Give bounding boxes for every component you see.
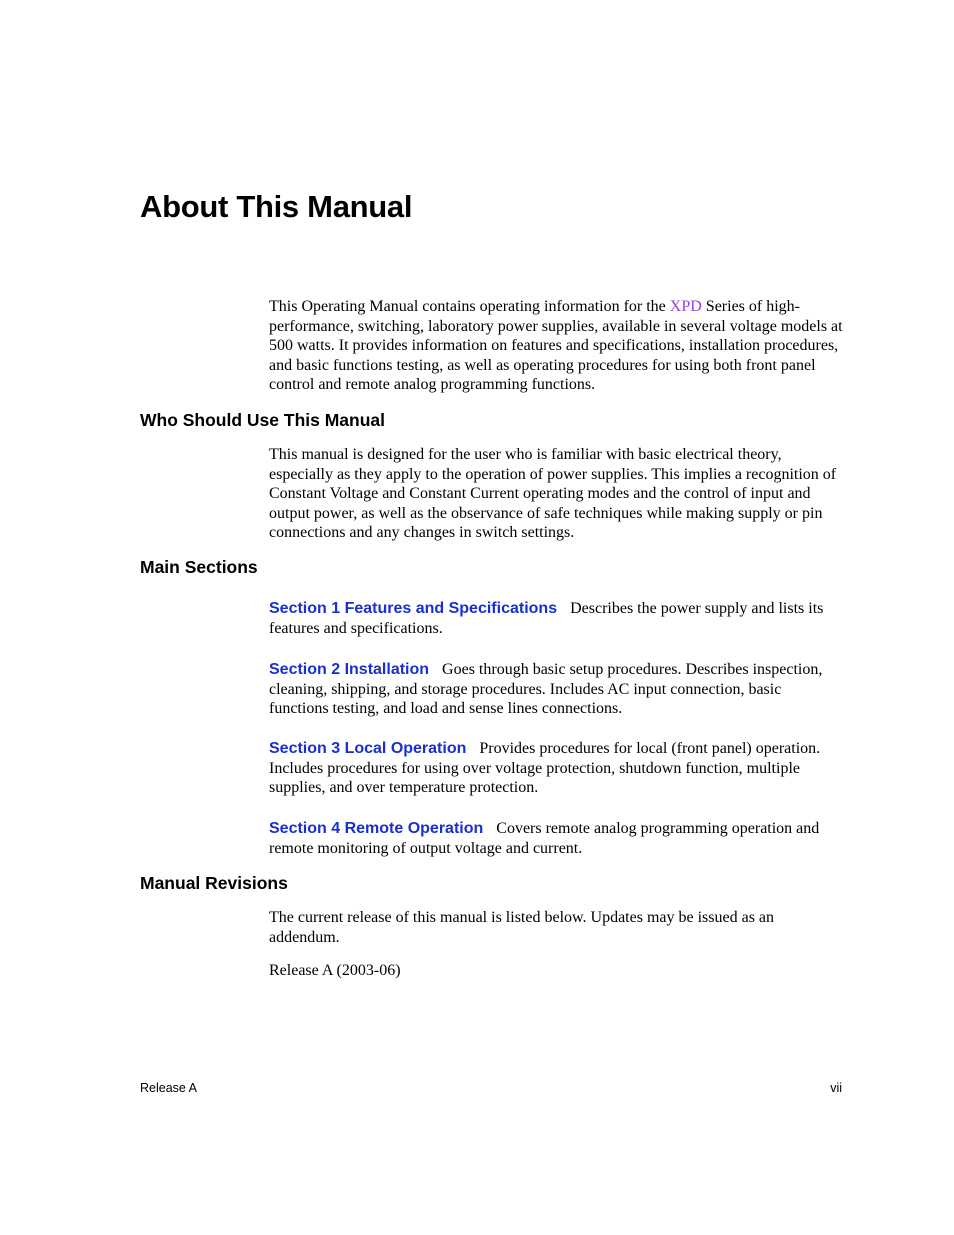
section-entry-4 [269, 819, 844, 858]
section-3-description: Provides procedures for local (front panel) operation. Includes procedures for using over voltage protection, shutdown function, multiple supplies, and over temperature protection. [269, 740, 821, 796]
release-line: Release A (2003-06) [269, 962, 401, 979]
page-title: About This Manual [140, 189, 413, 224]
section-entry-1 [269, 599, 844, 638]
section-entry-2 [269, 660, 844, 719]
who-should-use-paragraph: This manual is designed for the user who is familiar with basic electrical theory, especially as they apply to the operation of power supplies. This implies a recognition of Constant Voltage and Constant Current operating modes and the control of input and output power, as well as the observance of safe techniques while making supply or pin connections and any changes in switch settings. [269, 446, 837, 541]
xpd-link[interactable]: XPD [669, 298, 702, 315]
section-2-link[interactable]: Section 2 Installation [269, 661, 430, 678]
section-4-description: Covers remote analog programming operation and remote monitoring of output voltage and current. [269, 820, 820, 857]
section-1-description: Describes the power supply and lists its features and specifications. [269, 600, 824, 637]
footer-page-number: vii [830, 1081, 842, 1095]
footer-release: Release A [140, 1081, 197, 1095]
section-4-link[interactable]: Section 4 Remote Operation [269, 820, 484, 837]
revisions-paragraph: The current release of this manual is listed below. Updates may be issued as an addendum. [269, 909, 775, 946]
section-3-link[interactable]: Section 3 Local Operation [269, 740, 467, 757]
manual-revisions-heading: Manual Revisions [140, 873, 288, 893]
intro-text-end: Series of high-performance, switching, laboratory power supplies, available in several voltage models at 500 watts. It provides information on features and specifications, installation procedures, and basic functions testing, as well as operating procedures for using both front panel control and remote analog programming functions. [269, 298, 843, 393]
section-entry-3 [269, 739, 844, 798]
main-sections-heading: Main Sections [140, 557, 258, 577]
section-2-description: Goes through basic setup procedures. Describes inspection, cleaning, shipping, and storage procedures. Includes AC input connection, basic functions testing, and load and sense lines connections. [269, 661, 823, 717]
intro-text-start: This Operating Manual contains operating information for the [269, 298, 670, 315]
intro-paragraph [269, 297, 844, 395]
who-should-use-heading: Who Should Use This Manual [140, 410, 385, 430]
section-1-link[interactable]: Section 1 Features and Specifications [269, 600, 558, 617]
